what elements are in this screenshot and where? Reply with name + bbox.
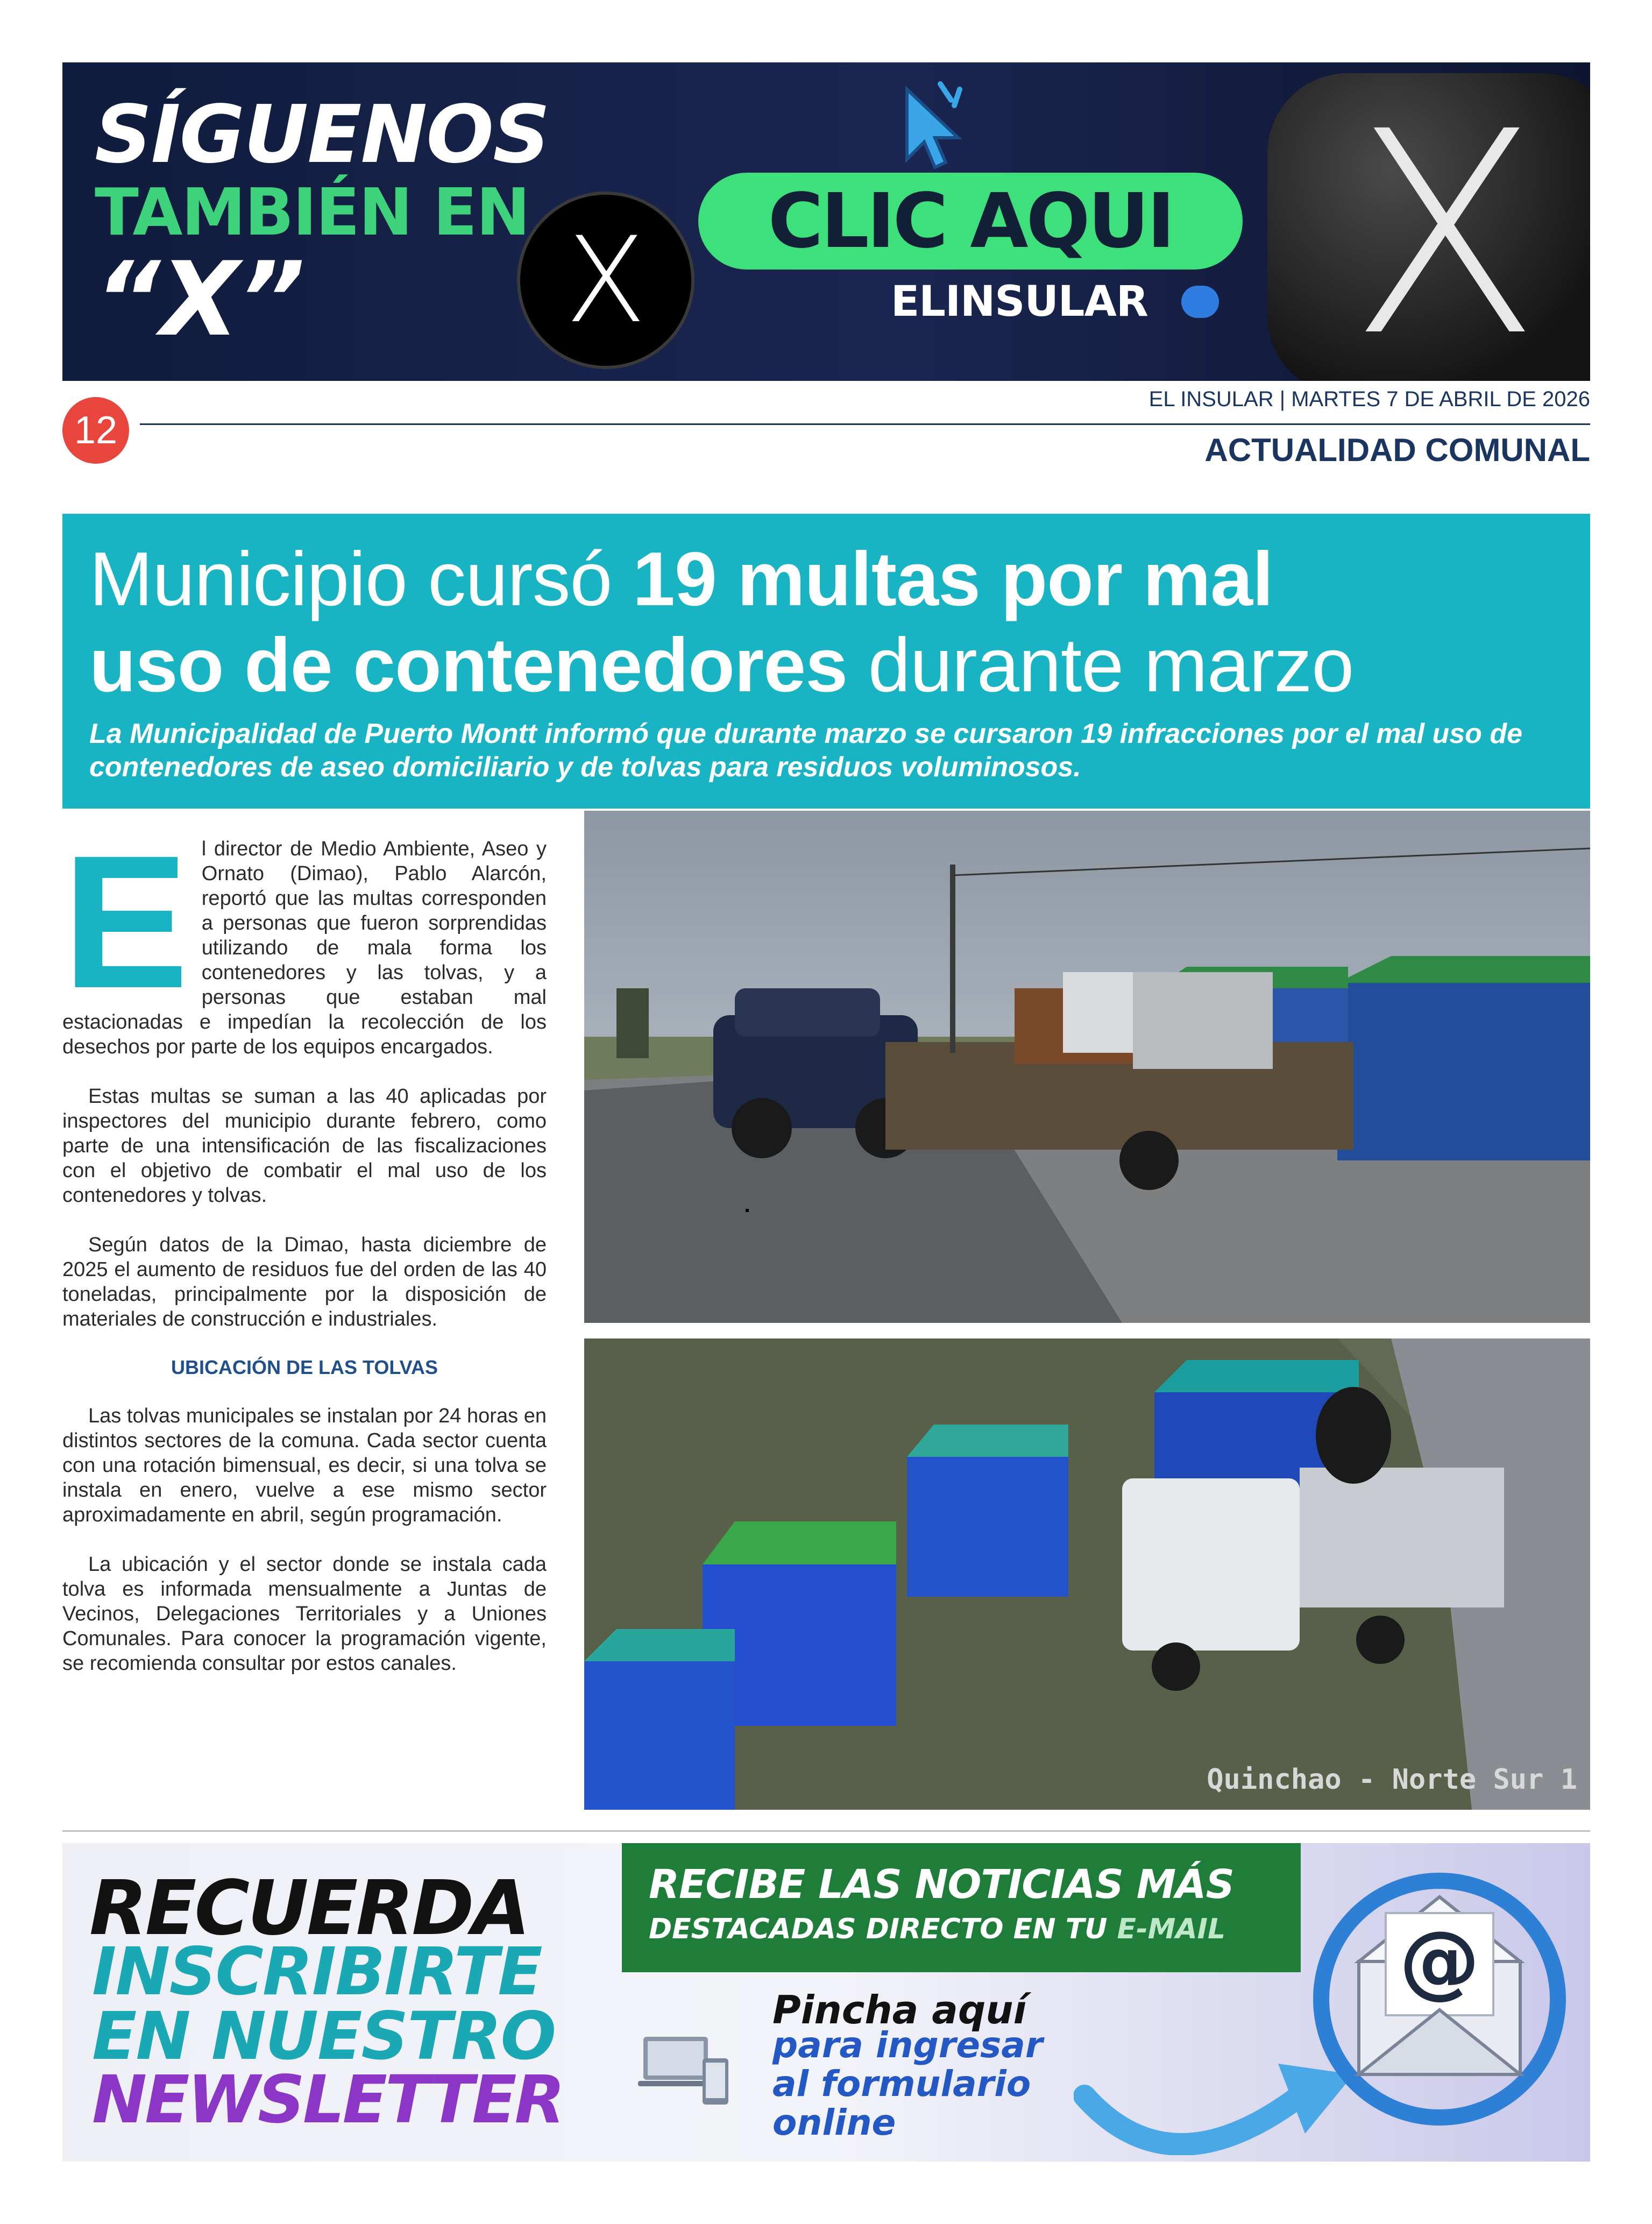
drop-cap: E — [62, 816, 189, 1028]
cursor-click-icon — [891, 79, 972, 170]
page-number-badge: 12 — [62, 397, 129, 464]
headline-line-2 — [89, 621, 1353, 710]
newsletter-remember: RECUERDA — [89, 1865, 528, 1952]
photo-truck-dumping-security-camera — [584, 1338, 1590, 1810]
article-paragraph-3: Según datos de la Dimao, hasta diciembre de 2025 el aumento de residuos fue del orden de las 40 toneladas, principalmente por la disposición de materiales de construcción e industriales. — [62, 1234, 547, 1330]
click-here-button[interactable]: CLIC AQUI — [698, 173, 1243, 270]
green-line-2-email: E-MAIL — [1117, 1913, 1226, 1945]
banner-x-quoted: “X” — [95, 240, 306, 359]
green-box-line-1: RECIBE LAS NOTICIAS MÁS — [649, 1861, 1234, 1908]
email-envelope-icon — [1300, 1854, 1579, 2134]
form-link-text[interactable] — [772, 2026, 1043, 2142]
click-here-link[interactable]: Pincha aquí — [772, 1987, 1027, 2032]
header-divider — [140, 423, 1590, 425]
newsletter-banner[interactable] — [62, 1843, 1590, 2162]
chat-bubble-icon — [1181, 286, 1219, 318]
banner-also-on: TAMBIÉN EN — [95, 175, 529, 250]
photo-2-illustration — [584, 1338, 1590, 1810]
green-line-2-a: DESTACADAS DIRECTO EN TU — [649, 1913, 1117, 1945]
section-title: ACTUALIDAD COMUNAL — [1204, 432, 1590, 468]
headline-box — [62, 514, 1590, 809]
banner-brand: ELINSULAR — [891, 278, 1148, 326]
devices-icon — [638, 2031, 729, 2107]
article-paragraph-1 — [62, 816, 547, 1059]
banner-follow-title: SÍGUENOS — [95, 88, 549, 181]
article-body — [62, 816, 547, 1701]
x-logo-icon: X — [517, 192, 694, 369]
newsletter-green-box — [622, 1843, 1301, 1972]
article-paragraph-2: Estas multas se suman a las 40 aplicadas por inspectores del municipio durante febrero, como parte de una intensificación de las fiscalizaciones con el objetivo de combatir el mal uso de los contenedores y tolvas. — [62, 1085, 547, 1207]
form-link-line-1: para ingresar — [772, 2024, 1043, 2066]
headline-light-2: durante marzo — [847, 622, 1354, 708]
form-link-line-2: al formulario — [772, 2063, 1031, 2105]
newsletter-subscribe: INSCRIBIRTE — [92, 1933, 542, 2010]
svg-text:@: @ — [1399, 1914, 1480, 2008]
green-box-line-2 — [649, 1913, 1274, 1945]
form-link-line-3: online — [772, 2102, 896, 2143]
photo-1-illustration — [584, 811, 1590, 1323]
newsletter-word: NEWSLETTER — [92, 2062, 563, 2138]
paragraph-1-text: l director de Medio Ambiente, Aseo y Ornato (Dimao), Pablo Alarcón, reportó que las multas corresponden a personas que fueron sorprendidas utilizando de mala forma los contenedores y las tolvas, y a personas que estaban mal estacionadas e impedían la recolección de los desechos por parte de los equipos encargados. — [62, 838, 547, 1058]
x-logo-large-icon: X — [1267, 73, 1590, 381]
headline-light-1: Municipio cursó — [89, 536, 633, 622]
headline-bold-2: uso de contenedores — [89, 622, 848, 708]
photo-car-trailer-containers — [584, 811, 1590, 1323]
camera-location-watermark: Quinchao - Norte Sur 1 — [1207, 1763, 1577, 1796]
footer-divider — [62, 1830, 1590, 1832]
headline-line-1 — [89, 535, 1273, 624]
headline-bold-1: 19 multas por mal — [632, 536, 1273, 622]
publication-date-line: EL INSULAR | MARTES 7 DE ABRIL DE 2026 — [1148, 387, 1590, 411]
article-paragraph-4: Las tolvas municipales se instalan por 24 horas en distintos sectores de la comuna. Cada sector cuenta con una rotación bimensual, es decir, si una tolva se instala en enero, vuelve a ese mismo sector aproximadamente en abril, según programación. — [62, 1405, 547, 1526]
follow-on-x-banner[interactable] — [62, 62, 1590, 381]
headline-subhead: La Municipalidad de Puerto Montt informó que durante marzo se cursaron 19 infracciones por el mal uso de contenedores de aseo domiciliario y de tolvas para residuos voluminosos. — [89, 718, 1523, 783]
article-subtitle: UBICACIÓN DE LAS TOLVAS — [171, 1356, 438, 1378]
article-paragraph-5: La ubicación y el sector donde se instala cada tolva es informada mensualmente a Juntas de Vecinos, Delegaciones Territoriales y a Uniones Comunales. Para conocer la programación vigente, se recomienda consultar por estos canales. — [62, 1553, 547, 1675]
newsletter-in-our: EN NUESTRO — [92, 1998, 556, 2074]
